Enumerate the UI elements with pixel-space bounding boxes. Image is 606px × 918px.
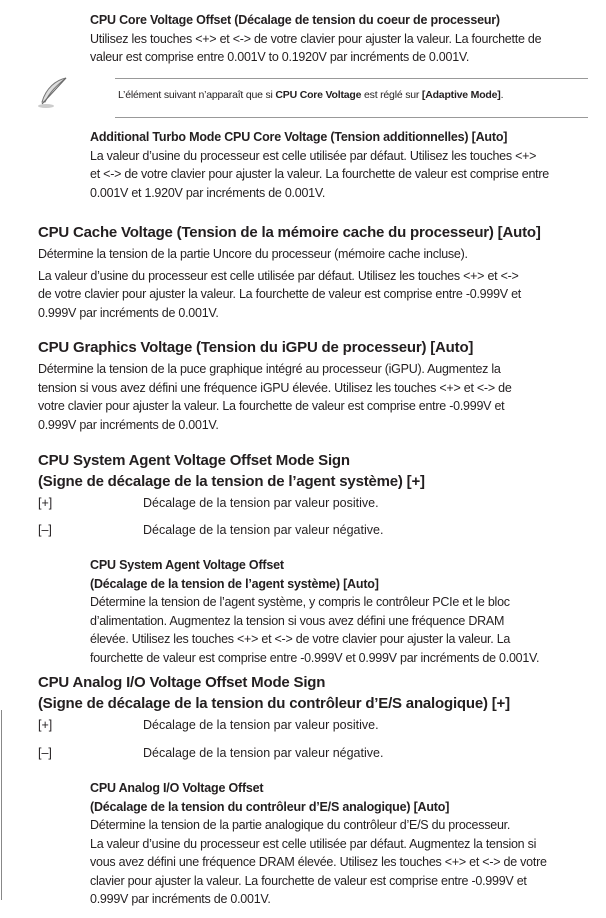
cache-voltage-section (38, 222, 588, 322)
note-bottom-rule (115, 117, 588, 118)
body-line: Utilisez les touches <+> et <-> de votre clavier pour ajuster la valeur. La fourchette de (90, 31, 542, 46)
section-title: CPU System Agent Voltage Offset Mode Sign (38, 452, 350, 469)
analog-sign-section (38, 672, 588, 714)
body-line: tension si vous avez défini une fréquence iGPU élevée. Utilisez les touches <+> et <-> de (38, 380, 512, 395)
section-subtitle: (Décalage de la tension du contrôleur d’E/S analogique) [Auto] (90, 799, 450, 814)
section-title: CPU Core Voltage Offset (Décalage de tension du coeur de processeur) (90, 13, 500, 27)
body-line: Détermine la tension de l’agent système, y compris le contrôleur PCIe et le bloc (90, 595, 510, 609)
body-line: 0.999V par incréments de 0.001V. (38, 417, 219, 432)
section-title: CPU Cache Voltage (Tension de la mémoire cache du processeur) [Auto] (38, 224, 541, 241)
feather-note-icon (36, 76, 70, 110)
agent-sign-section (38, 450, 588, 492)
agent-offset-section (90, 556, 588, 667)
body-line: Détermine la tension de la partie analogique du contrôleur d’E/S du processeur. (90, 818, 511, 832)
body-line: 0.001V et 1.920V par incréments de 0.001V. (90, 185, 326, 200)
section-title: CPU Graphics Voltage (Tension du iGPU de processeur) [Auto] (38, 339, 474, 356)
body-line: 0.999V par incréments de 0.001V. (38, 305, 219, 320)
core-voltage-offset-section (90, 11, 588, 67)
body-line: de votre clavier pour ajuster la valeur. La fourchette de valeur est comprise entre -0.999V et (38, 287, 522, 301)
body-line: Détermine la tension de la partie Uncore du processeur (mémoire cache incluse). (38, 247, 468, 261)
body-line: vous avez défini une fréquence DRAM élevée. Utilisez les touches <+> et <-> de votre (90, 855, 547, 869)
section-title: CPU Analog I/O Voltage Offset Mode Sign (38, 674, 326, 691)
section-title: Additional Turbo Mode CPU Core Voltage (Tension additionnelles) [Auto] (90, 130, 508, 144)
body-line: Détermine la tension de la puce graphique intégré au processeur (iGPU). Augmentez la (38, 362, 501, 376)
body-line: et <-> de votre clavier pour ajuster la valeur. La fourchette de valeur est comprise entre (90, 167, 550, 181)
graphics-voltage-section (38, 337, 588, 434)
section-title: CPU System Agent Voltage Offset (90, 558, 284, 572)
analog-offset-section (90, 779, 588, 909)
section-subtitle: (Signe de décalage de la tension du contrôleur d’E/S analogique) [+] (38, 695, 510, 712)
body-line: 0.999V par incréments de 0.001V. (90, 892, 271, 906)
body-line: La valeur d’usine du processeur est celle utilisée par défaut. Augmentez la tension si (90, 836, 537, 851)
note-top-rule (115, 78, 588, 79)
section-subtitle: (Décalage de la tension de l’agent système) [Auto] (90, 576, 379, 591)
body-line: élevée. Utilisez les touches <+> et <-> de votre clavier pour ajuster la valeur. La (90, 632, 511, 646)
section-subtitle: (Signe de décalage de la tension de l’agent système) [+] (38, 473, 425, 490)
body-line: La valeur d’usine du processeur est celle utilisée par défaut. Utilisez les touches <+> (90, 148, 537, 163)
page-edge-line (1, 710, 2, 900)
body-line: votre clavier pour ajuster la valeur. La fourchette de valeur est comprise entre -0.999V et (38, 399, 505, 413)
body-line: d’alimentation. Augmentez la tension si vous avez défini une fréquence DRAM (90, 613, 505, 628)
body-line: valeur est comprise entre 0.001V to 0.1920V par incréments de 0.001V. (90, 50, 470, 64)
body-line: fourchette de valeur est comprise entre -0.999V et 0.999V par incréments de 0.001V. (90, 650, 540, 665)
turbo-voltage-section (90, 128, 588, 202)
note-text: L’élément suivant n’apparaît que si CPU Core Voltage est réglé sur [Adaptive Mode]. (118, 89, 504, 101)
body-line: clavier pour ajuster la valeur. La fourchette de valeur est comprise entre -0.999V et (90, 873, 527, 888)
section-title: CPU Analog I/O Voltage Offset (90, 781, 264, 795)
body-line: La valeur d’usine du processeur est celle utilisée par défaut. Utilisez les touches <+> et <-> (38, 268, 519, 283)
